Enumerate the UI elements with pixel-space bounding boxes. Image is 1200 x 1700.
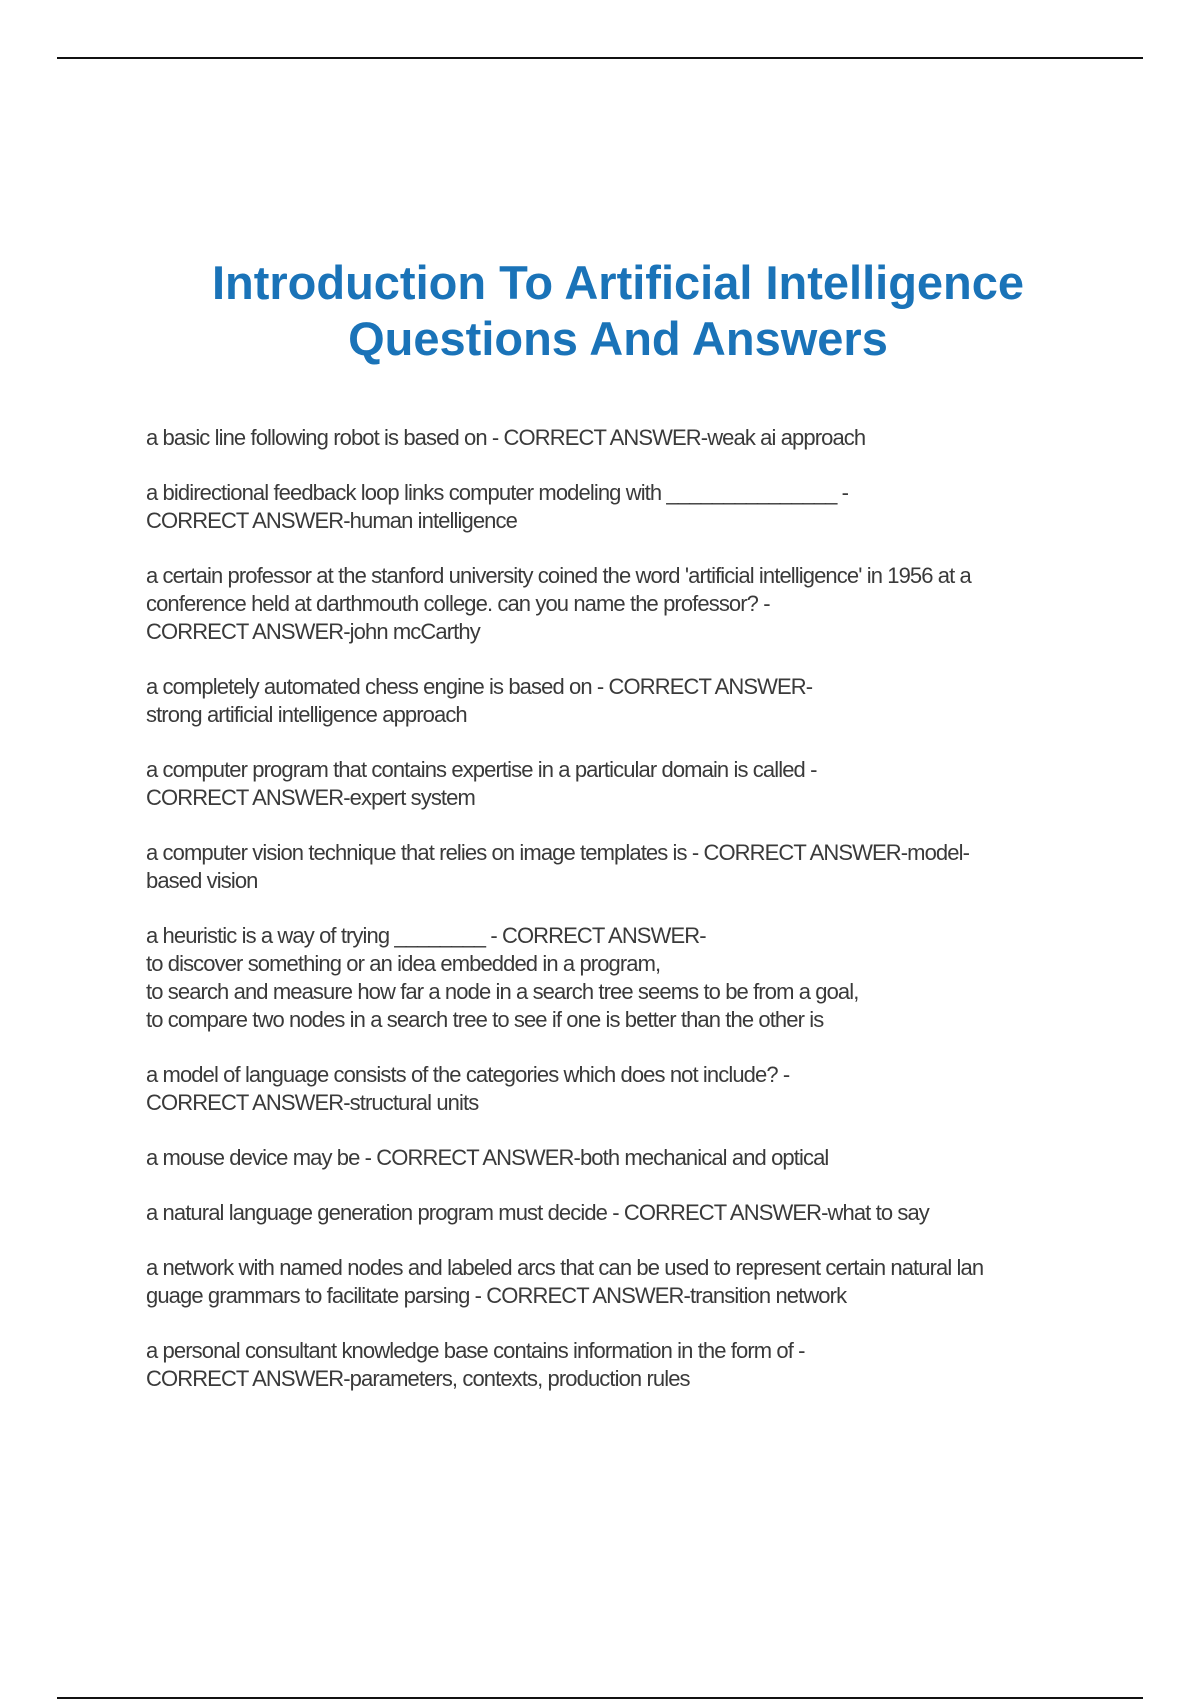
qa-item-8 [146, 1061, 1096, 1117]
qa-item-10 [146, 1199, 1096, 1227]
qa-item-4 [146, 673, 1096, 729]
qa-line: a bidirectional feedback loop links computer modeling with _______________ - [146, 480, 849, 505]
qa-line: guage grammars to facilitate parsing - CORRECT ANSWER-transition network [146, 1283, 847, 1308]
qa-line: strong artificial intelligence approach [146, 702, 467, 727]
qa-line: a mouse device may be - CORRECT ANSWER-both mechanical and optical [146, 1145, 829, 1170]
qa-item-2 [146, 479, 1096, 535]
qa-line: a certain professor at the stanford university coined the word 'artificial intelligence' in 1956 at a [146, 563, 971, 588]
qa-item-5 [146, 756, 1096, 812]
qa-item-9 [146, 1144, 1096, 1172]
qa-line: a model of language consists of the categories which does not include? - [146, 1062, 790, 1087]
qa-line: CORRECT ANSWER-expert system [146, 785, 475, 810]
qa-line: a basic line following robot is based on - CORRECT ANSWER-weak ai approach [146, 425, 866, 450]
document-title [0, 255, 1200, 367]
qa-line: CORRECT ANSWER-parameters, contexts, production rules [146, 1366, 690, 1391]
qa-line: CORRECT ANSWER-john mcCarthy [146, 619, 480, 644]
qa-line: conference held at darthmouth college. can you name the professor? - [146, 591, 770, 616]
title-line-1: Introduction To Artificial Intelligence [211, 256, 1025, 309]
qa-line: to compare two nodes in a search tree to see if one is better than the other is [146, 1007, 824, 1032]
qa-line: a computer program that contains expertise in a particular domain is called - [146, 757, 817, 782]
qa-item-11 [146, 1254, 1096, 1310]
qa-line: CORRECT ANSWER-human intelligence [146, 508, 517, 533]
qa-item-7 [146, 922, 1096, 1034]
title-line-2: Questions And Answers [348, 312, 888, 365]
qa-item-6 [146, 839, 1096, 895]
qa-line: based vision [146, 868, 258, 893]
qa-line: a heuristic is a way of trying ________ - CORRECT ANSWER- [146, 923, 706, 948]
qa-line: a natural language generation program must decide - CORRECT ANSWER-what to say [146, 1200, 929, 1225]
qa-list [146, 424, 1096, 1420]
qa-line: CORRECT ANSWER-structural units [146, 1090, 479, 1115]
qa-line: a computer vision technique that relies on image templates is - CORRECT ANSWER-model- [146, 840, 969, 865]
top-rule [57, 57, 1143, 59]
qa-line: to discover something or an idea embedded in a program, [146, 951, 661, 976]
qa-line: a completely automated chess engine is based on - CORRECT ANSWER- [146, 674, 813, 699]
qa-item-3 [146, 562, 1096, 646]
qa-line: a personal consultant knowledge base contains information in the form of - [146, 1338, 805, 1363]
bottom-rule [57, 1697, 1143, 1699]
qa-item-12 [146, 1337, 1096, 1393]
qa-item-1 [146, 424, 1096, 452]
qa-line: a network with named nodes and labeled arcs that can be used to represent certain natural lan [146, 1255, 984, 1280]
qa-line: to search and measure how far a node in a search tree seems to be from a goal, [146, 979, 859, 1004]
